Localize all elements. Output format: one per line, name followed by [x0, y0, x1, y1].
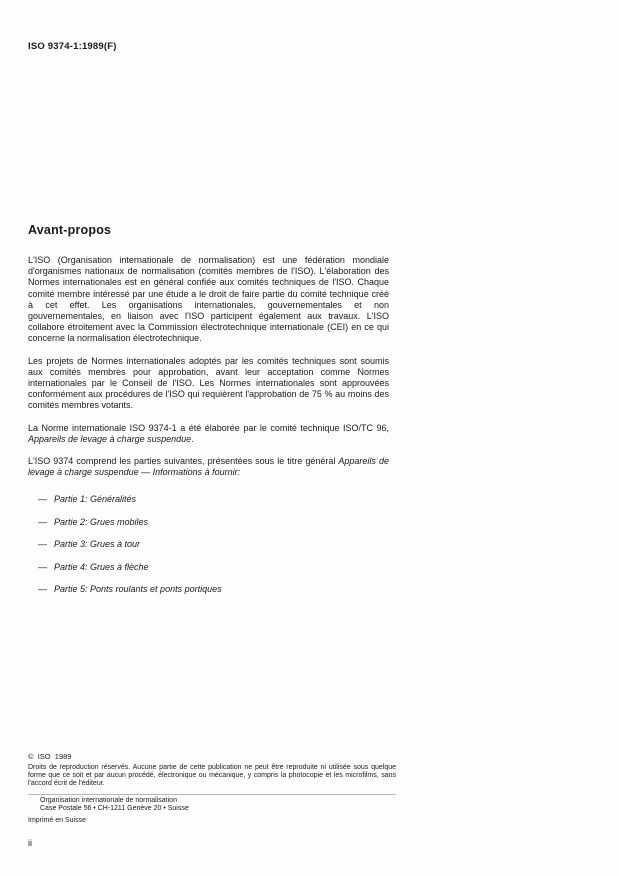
publisher-name: Organisation internationale de normalisation — [40, 796, 177, 804]
paragraph-committee — [28, 423, 389, 445]
dash-marker: — — [38, 584, 47, 595]
committee-standard-title: Appareils de levage à charge suspendue — [28, 433, 192, 444]
list-item — [38, 539, 389, 550]
part-label: Partie 3: Grues à tour — [54, 539, 141, 550]
section-title: Avant-propos — [28, 223, 112, 237]
parts-list — [28, 494, 389, 595]
dash-marker: — — [38, 494, 47, 505]
publisher-address: Case Postale 56 • CH-1211 Genève 20 • Suisse — [40, 804, 189, 812]
dash-marker: — — [38, 561, 47, 572]
document-reference: ISO 9374-1:1989(F) — [28, 41, 117, 52]
list-item — [38, 562, 389, 573]
parts-intro-series-title: Appareils de levage à charge suspendue — Informations à fournir: — [28, 456, 389, 478]
copyright-line: © ISO 1989 — [28, 752, 72, 761]
publisher-block — [28, 794, 396, 813]
dash-marker: — — [38, 516, 47, 527]
list-item — [38, 517, 389, 528]
page-number: ii — [28, 838, 32, 848]
paragraph-approval-process: Les projets de Normes internationales adoptés par les comités techniques sont soumis aux comités membres pour approbation, avant leur acceptation comme Normes internationales par le Conseil de l'ISO. Les Normes internationales sont approuvées conformément aux procédures de l'ISO qui requièrent l'approbation de 75 % au moins des comités membres votants. — [28, 355, 389, 411]
part-label: Partie 5: Ponts roulants et ponts portiques — [54, 584, 222, 595]
foreword-section — [28, 223, 389, 607]
part-label: Partie 1: Généralités — [54, 494, 137, 505]
part-label: Partie 4: Grues à flèche — [54, 561, 149, 572]
page-footer — [28, 752, 396, 824]
paragraph-parts-intro — [28, 456, 389, 478]
paragraph-iso-description: L'ISO (Organisation internationale de normalisation) est une fédération mondiale d'organismes nationaux de normalisation (comités membres de l'ISO). L'élaboration des Normes internationales est en général confiée aux comités techniques de l'ISO. Chaque comité membre intéressé par une étude a le droit de faire partie du comité technique créé à cet effet. Les organisations internationales, gouvernementales et non gouvernementales, en liaison avec l'ISO participent également aux travaux. L'ISO collabore étroitement avec la Commission électrotechnique internationale (CEI) en ce qui concerne la normalisation électrotechnique. — [28, 255, 389, 344]
list-item — [38, 494, 389, 505]
parts-intro-text: L'ISO 9374 comprend les parties suivantes, présentées sous le titre général — [28, 456, 339, 467]
printed-in: Imprimé en Suisse — [28, 817, 86, 825]
dash-marker: — — [38, 539, 47, 550]
part-label: Partie 2: Grues mobiles — [54, 516, 149, 527]
committee-text-end: . — [191, 433, 194, 444]
rights-notice: Droits de reproduction réservés. Aucune partie de cette publication ne peut être reproduite ni utilisée sous quelque forme que ce soit et par aucun procédé, électronique ou mécanique, y compris la photocopie et les microfilms, sans l'accord écrit de l'éditeur. — [28, 764, 396, 788]
list-item — [38, 584, 389, 595]
committee-text: La Norme internationale ISO 9374-1 a été élaborée par le comité technique ISO/TC 96, — [28, 422, 389, 433]
